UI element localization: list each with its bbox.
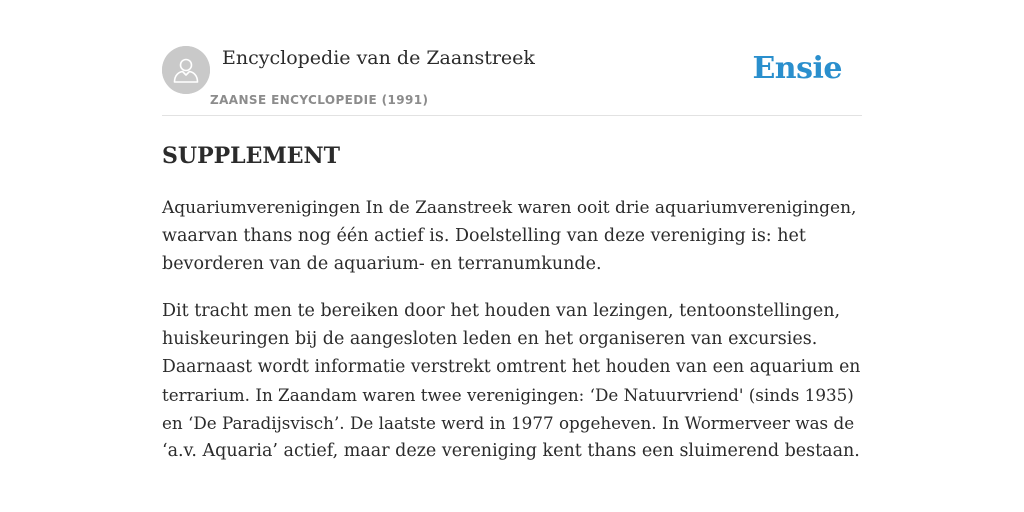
paragraph-line: huiskeuringen bij de aangesloten leden en het organiseren van excursies.	[162, 329, 818, 349]
header	[162, 46, 862, 116]
encyclopedia-title[interactable]: Encyclopedie van de Zaanstreek	[222, 47, 535, 69]
article-paragraph	[162, 297, 862, 465]
paragraph-line: bevorderen van de aquarium- en terranumkunde.	[162, 254, 602, 274]
encyclopedia-subtitle: ZAANSE ENCYCLOPEDIE (1991)	[210, 93, 429, 107]
paragraph-line: terrarium. In Zaandam waren twee verenigingen: ‘De Natuurvriend' (sinds 1935)	[162, 385, 854, 405]
paragraph-line: Aquariumverenigingen In de Zaanstreek waren ooit drie aquariumverenigingen,	[162, 198, 857, 218]
article-paragraph	[162, 194, 862, 278]
user-icon	[162, 46, 210, 94]
paragraph-line: en ‘De Paradijsvisch’. De laatste werd in 1977 opgeheven. In Wormerveer was de	[162, 413, 855, 433]
paragraph-line: Dit tracht men te bereiken door het houden van lezingen, tentoonstellingen,	[162, 301, 841, 321]
avatar[interactable]	[162, 46, 210, 94]
page-container	[162, 46, 862, 465]
paragraph-line: waarvan thans nog één actief is. Doelstelling van deze vereniging is: het	[162, 226, 806, 246]
brand-logo[interactable]: Ensie	[752, 51, 842, 86]
paragraph-line: ‘a.v. Aquaria’ actief, maar deze vereniging kent thans een sluimerend bestaan.	[162, 441, 860, 461]
section-title: SUPPLEMENT	[162, 143, 340, 169]
paragraph-line: Daarnaast wordt informatie verstrekt omtrent het houden van een aquarium en	[162, 357, 861, 377]
